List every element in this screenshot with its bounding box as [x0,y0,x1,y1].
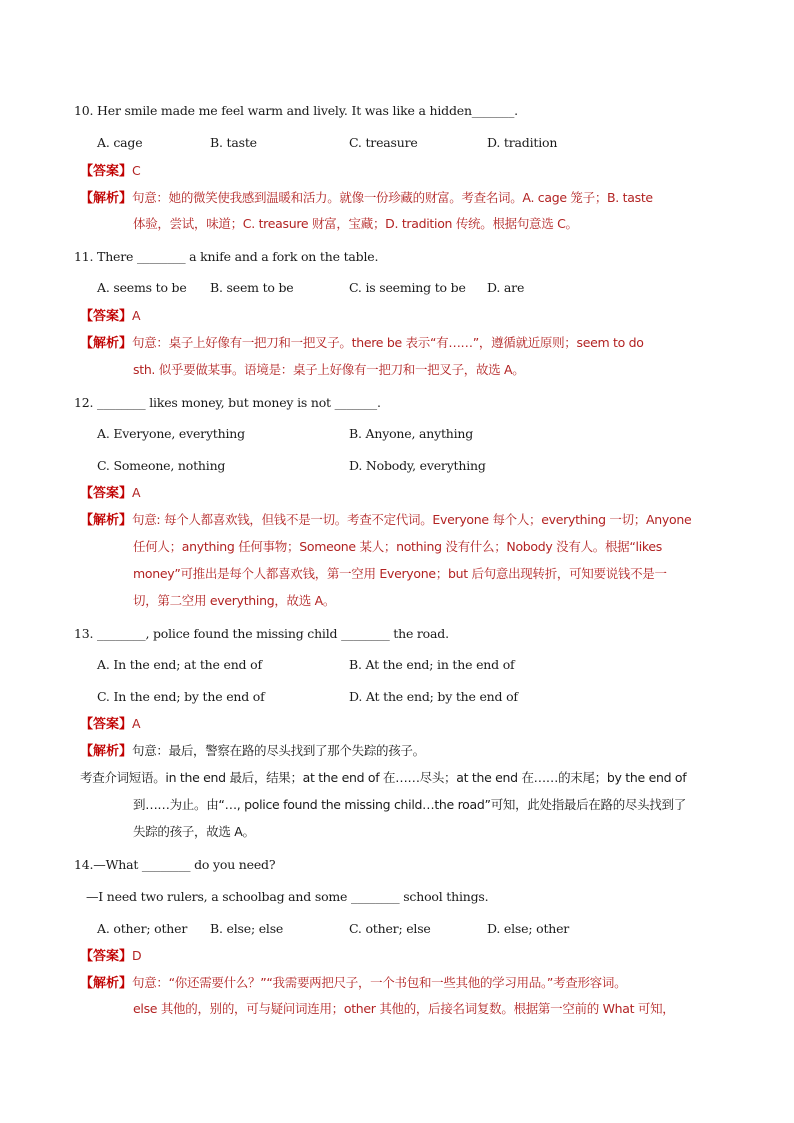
q13-answer [80,713,140,732]
q12-explanation-line-4: 切，第二空用 everything，故选 A。 [133,593,336,608]
answer-value: A [132,716,141,731]
q14-option-c: C. other; else [349,921,431,936]
q13-explanation-line-3: 到……为止。由“…, police found the missing child…the road”可知，此处指最后在路的尽头找到了 [133,797,686,812]
q13-option-b: B. At the end; in the end of [349,657,515,672]
question-14-stem-reply: —I need two rulers, a schoolbag and some ________ school things. [86,889,489,904]
q12-explanation-line-2: 任何人；anything 任何事物；Someone 某人；nothing 没有什么；Nobody 没有人。根据“likes [133,539,662,554]
question-11-stem: 11. There ________ a knife and a fork on the table. [74,249,379,264]
q12-option-d: D. Nobody, everything [349,458,486,473]
q14-option-d: D. else; other [487,921,570,936]
explanation-line: 句意：她的微笑使我感到温暖和活力。就像一份珍藏的财富。考查名词。A. cage 笼子；B. taste [132,190,653,205]
explanation-tag: 【解析】 [80,513,133,528]
q11-answer [80,305,140,324]
explanation-line: 句意: 每个人都喜欢钱，但钱不是一切。考查不定代词。Everyone 每个人；everything 一切；Anyone [132,512,692,527]
explanation-tag: 【解析】 [80,336,133,351]
q10-option-c: C. treasure [349,135,418,150]
question-10-stem: 10. Her smile made me feel warm and lively. It was like a hidden_______. [74,103,518,118]
q14-explanation [80,972,626,991]
answer-tag: 【答案】 [80,164,133,179]
q14-option-b: B. else; else [210,921,284,936]
q11-explanation [80,332,644,351]
q11-option-b: B. seem to be [210,280,294,295]
q13-explanation-line-4: 失踪的孩子，故选 A。 [133,824,255,839]
answer-tag: 【答案】 [80,717,133,732]
q12-option-c: C. Someone, nothing [97,458,226,473]
q10-option-a: A. cage [97,135,143,150]
explanation-tag: 【解析】 [80,744,133,759]
q11-explanation-line-2: sth. 似乎要做某事。语境是：桌子上好像有一把刀和一把叉子，故选 A。 [133,362,525,377]
explanation-line: 句意：“你还需要什么？”“我需要两把尺子，一个书包和一些其他的学习用品。”考查形容词。 [132,975,627,990]
answer-value: A [132,485,141,500]
question-14-stem: 14.—What ________ do you need? [74,857,276,872]
explanation-tag: 【解析】 [80,976,133,991]
q14-answer [80,945,141,964]
q13-explanation [80,740,425,759]
q10-explanation [80,187,653,206]
q13-option-d: D. At the end; by the end of [349,689,518,704]
q14-option-a: A. other; other [97,921,188,936]
q10-option-b: B. taste [210,135,257,150]
q12-option-b: B. Anyone, anything [349,426,474,441]
answer-tag: 【答案】 [80,309,133,324]
q12-answer [80,482,140,501]
q10-explanation-line-2: 体验，尝试，味道；C. treasure 财富，宝藏；D. tradition 传统。根据句意选 C。 [133,216,578,231]
q11-option-d: D. are [487,280,525,295]
q13-option-c: C. In the end; by the end of [97,689,265,704]
q10-option-d: D. tradition [487,135,558,150]
question-13-stem: 13. ________, police found the missing child ________ the road. [74,626,449,641]
answer-value: A [132,308,141,323]
question-12-stem: 12. ________ likes money, but money is not _______. [74,395,381,410]
explanation-line: 句意：桌子上好像有一把刀和一把叉子。there be 表示“有……”，遵循就近原则；seem to do [132,335,644,350]
q13-explanation-line-2: 考查介词短语。in the end 最后，结果；at the end of 在……尽头；at the end 在……的末尾；by the end of [80,770,687,785]
answer-value: D [132,948,142,963]
answer-tag: 【答案】 [80,486,133,501]
q12-option-a: A. Everyone, everything [97,426,245,441]
q10-answer [80,160,140,179]
answer-value: C [132,163,141,178]
q11-option-c: C. is seeming to be [349,280,466,295]
q14-explanation-line-2: else 其他的，别的，可与疑问词连用；other 其他的，后接名词复数。根据第一空前的 What 可知， [133,1001,675,1016]
q12-explanation [80,509,691,528]
explanation-tag: 【解析】 [80,191,133,206]
q12-explanation-line-3: money”可推出是每个人都喜欢钱，第一空用 Everyone；but 后句意出现转折，可知要说钱不是一 [133,566,667,581]
answer-tag: 【答案】 [80,949,133,964]
q13-option-a: A. In the end; at the end of [97,657,262,672]
explanation-line: 句意：最后，警察在路的尽头找到了那个失踪的孩子。 [132,743,425,758]
q11-option-a: A. seems to be [97,280,187,295]
